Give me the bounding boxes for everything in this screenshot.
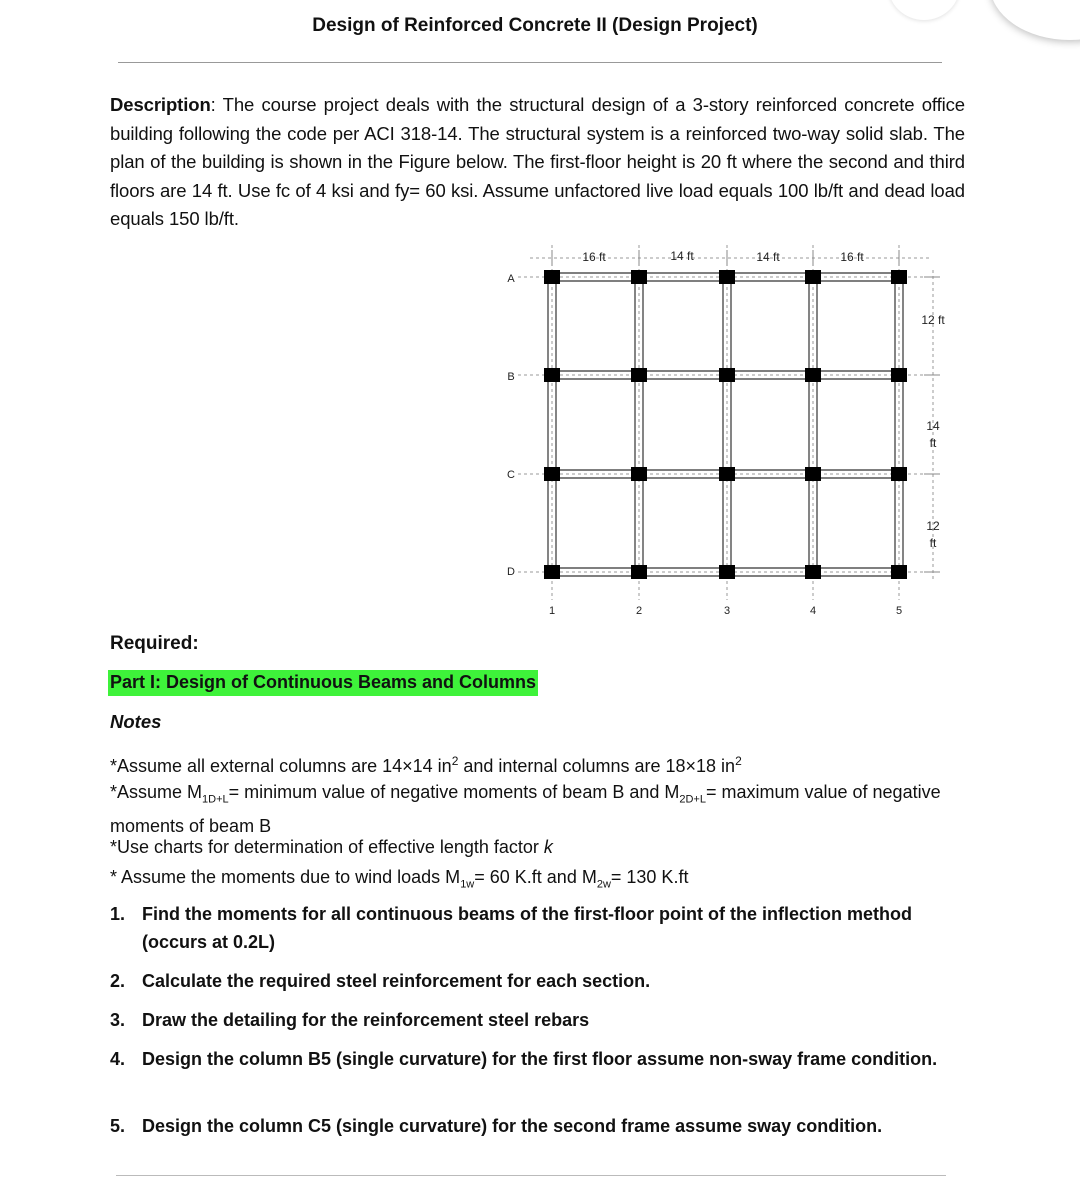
plan-grid: [518, 245, 940, 600]
list-text: Find the moments for all continuous beams of the first-floor point of the inflection method (occurs at 0.2L): [142, 904, 912, 952]
row-label-d: D: [507, 566, 515, 578]
column-marker: [544, 368, 560, 382]
list-text: Design the column C5 (single curvature) for the second frame assume sway condition.: [142, 1116, 883, 1136]
note-text: = minimum value of negative moments of beam B and M: [228, 782, 680, 802]
column-marker: [805, 565, 821, 579]
row-label-b: B: [507, 371, 515, 383]
column-marker: [631, 270, 647, 284]
subscript: 1D+L: [202, 793, 229, 806]
superscript: 2: [735, 754, 742, 768]
column-marker: [719, 270, 735, 284]
dimension-span-4: 16 ft: [840, 250, 864, 264]
row-label-c: C: [507, 469, 515, 481]
dimension-cd-unit: ft: [929, 536, 937, 550]
list-number: 1.: [110, 904, 126, 924]
column-label-5: 5: [895, 605, 903, 617]
subscript: 2w: [596, 878, 611, 891]
note-text: = maximum value of negative moments of beam B: [110, 782, 941, 836]
subscript: 1w: [460, 878, 475, 891]
notes-heading: Notes: [110, 711, 162, 732]
column-marker: [719, 467, 735, 481]
required-heading: Required:: [110, 633, 199, 654]
subscript: 2D+L: [679, 793, 706, 806]
column-marker: [631, 467, 647, 481]
column-marker: [544, 467, 560, 481]
note-charts: [110, 834, 970, 860]
dimension-span-2: 14 ft: [670, 249, 694, 263]
superscript: 2: [451, 754, 459, 768]
list-number: 2.: [110, 971, 126, 991]
note-columns: [110, 748, 970, 779]
note-moments: [110, 779, 970, 839]
dimension-span-1: 16 ft: [582, 250, 606, 264]
note-text: *Use charts for determination of effective length factor: [110, 837, 544, 857]
column-marker: [719, 368, 735, 382]
column-marker: [891, 368, 907, 382]
note-text: = 130 K.ft: [610, 867, 689, 887]
column-marker: [805, 467, 821, 481]
note-text: = 60 K.ft and M: [474, 867, 597, 887]
list-text: Draw the detailing for the reinforcement steel rebars: [142, 1010, 590, 1030]
dimension-bc-value: 14: [926, 419, 940, 433]
part-one-heading: Part I: Design of Continuous Beams and Columns: [108, 670, 538, 696]
dimension-span-3: 14 ft: [756, 250, 780, 264]
description-text: : The course project deals with the structural design of a 3-story reinforced concrete office building following the code per ACI 318-14. The structural system is a reinforced two-way solid slab. The plan of the building is shown in the Figure below. The first-floor height is 20 ft where the second and third floors are 14 ft. Use fc of 4 ksi and fy= 60 ksi. Assume unfactored live load equals 100 lb/ft and dead load equals 150 lb/ft.: [110, 94, 965, 230]
column-label-3: 3: [723, 605, 731, 617]
list-text: Design the column B5 (single curvature) for the first floor assume non-sway frame condition.: [142, 1049, 938, 1069]
column-marker: [544, 270, 560, 284]
document-title: Design of Reinforced Concrete II (Design Project): [312, 15, 758, 36]
column-label-4: 4: [809, 605, 817, 617]
dimension-cd-value: 12: [926, 519, 940, 533]
column-label-1: 1: [548, 605, 556, 617]
list-number: 5.: [110, 1116, 126, 1136]
column-marker: [891, 565, 907, 579]
column-marker: [719, 565, 735, 579]
note-text: and internal columns are 18×18 in: [458, 756, 736, 776]
column-label-2: 2: [635, 605, 643, 617]
list-text: Calculate the required steel reinforcement for each section.: [142, 971, 651, 991]
bottom-divider: [116, 1175, 946, 1176]
column-marker: [805, 270, 821, 284]
column-marker: [891, 467, 907, 481]
column-marker: [805, 368, 821, 382]
note-text: *Assume all external columns are 14×14 in: [110, 756, 452, 776]
dimension-bc-unit: ft: [929, 436, 937, 450]
row-label-a: A: [507, 273, 515, 285]
note-text: *Assume M: [110, 782, 203, 802]
italic-symbol: k: [543, 837, 553, 857]
note-text: * Assume the moments due to wind loads M: [110, 867, 461, 887]
list-number: 4.: [110, 1049, 126, 1069]
column-marker: [631, 368, 647, 382]
list-number: 3.: [110, 1010, 126, 1030]
description-label: Description: [110, 94, 211, 115]
column-marker: [631, 565, 647, 579]
dimension-ab: 12 ft: [921, 313, 945, 327]
column-marker: [544, 565, 560, 579]
column-marker: [891, 270, 907, 284]
note-wind: [110, 864, 970, 898]
